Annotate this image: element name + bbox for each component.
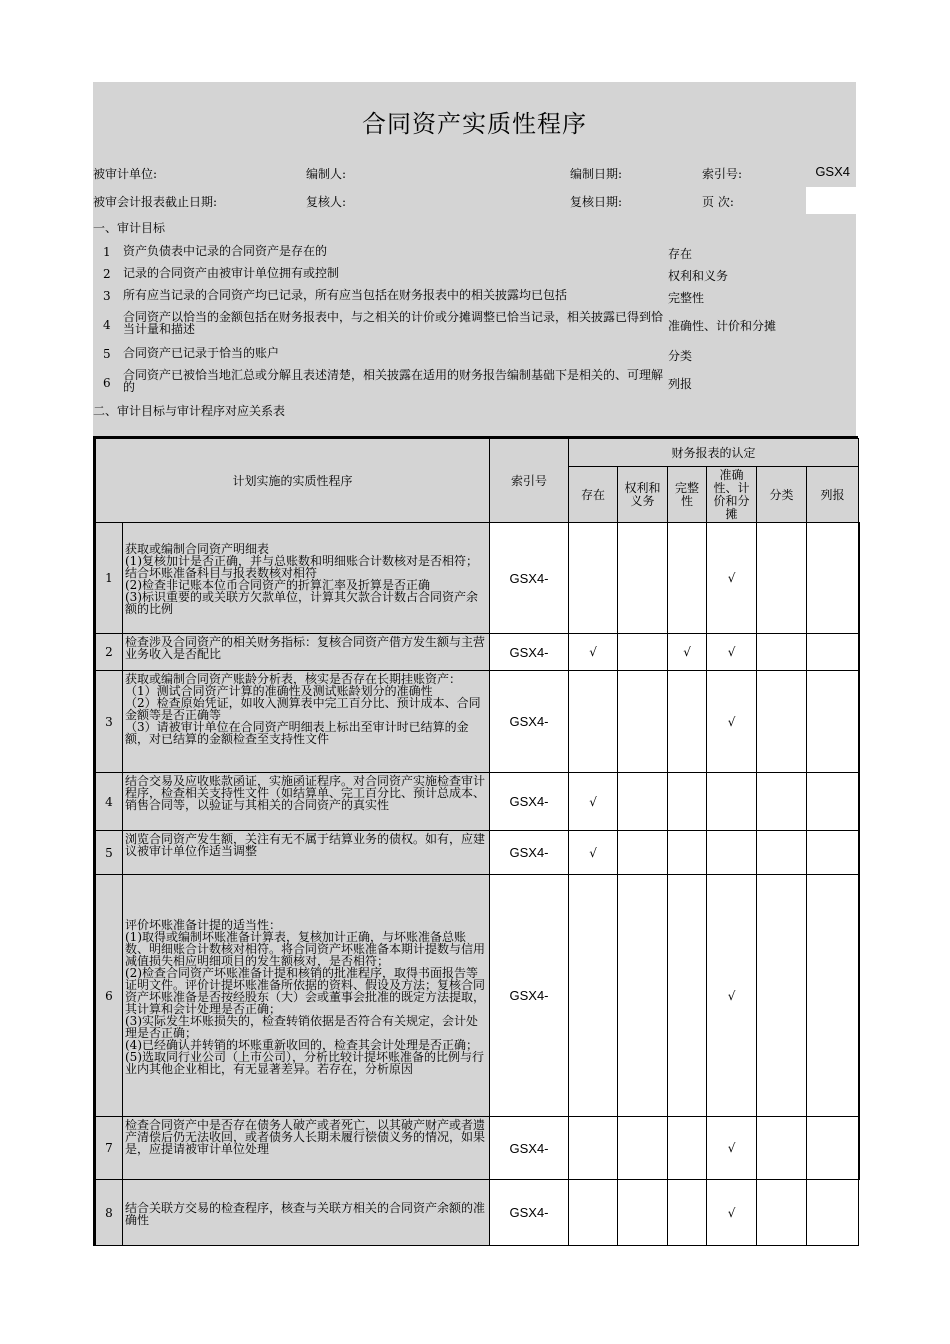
table-row <box>96 831 859 875</box>
assertion-check-cell[interactable] <box>757 875 807 1117</box>
prep-date-label: 编制日期: <box>570 167 623 181</box>
page-number-cell[interactable] <box>806 187 856 214</box>
row-number: 6 <box>96 875 123 1117</box>
procedure-text: 获取或编制合同资产账龄分析表，核实是否存在长期挂账资产： （1）测试合同资产计算的准确性及测试账龄划分的准确性 （2）检查原始凭证，如收入测算表中完工百分比、预计成本、合同金额等是否正确等 （3）请被审计单位在合同资产明细表上标出至审计时已结算的金额，对已结算的金额检查至支持性文件 <box>123 671 490 773</box>
assertion-header: 完整性 <box>668 467 707 523</box>
assertion-check-cell[interactable] <box>668 523 707 634</box>
assertion-check-cell[interactable] <box>618 875 668 1117</box>
assertion-check-cell[interactable] <box>569 831 618 875</box>
objective-assertion: 存在 <box>668 247 693 261</box>
checkmark-icon: √ <box>727 645 736 659</box>
assertion-check-cell[interactable] <box>569 773 618 831</box>
index-cell[interactable]: GSX4- <box>490 1180 569 1246</box>
table-row <box>96 1180 859 1246</box>
checkmark-icon: √ <box>589 794 597 809</box>
objective-num: 4 <box>103 318 111 332</box>
table-row <box>96 875 859 1117</box>
index-label: 索引号: <box>702 167 743 181</box>
objective-row <box>93 262 856 284</box>
assertion-check-cell[interactable] <box>618 1180 668 1246</box>
objective-text: 资产负债表中记录的合同资产是存在的 <box>123 244 328 258</box>
assertion-check-cell[interactable] <box>618 773 668 831</box>
procedure-text: 结合交易及应收账款函证，实施函证程序。对合同资产实施检查审计程序，检查相关支持性文件（如结算单、完工百分比、预计总成本、销售合同等，以验证与其相关的合同资产的真实性 <box>123 773 490 831</box>
assertion-check-cell[interactable] <box>668 1117 707 1180</box>
assertion-group-header: 财务报表的认定 <box>569 439 859 467</box>
index-cell[interactable]: GSX4- <box>490 875 569 1117</box>
assertion-check-cell[interactable] <box>757 634 807 671</box>
objective-num: 2 <box>103 267 111 281</box>
assertion-check-cell[interactable] <box>569 1117 618 1180</box>
objective-assertion: 分类 <box>668 349 693 363</box>
procedure-text: 检查涉及合同资产的相关财务指标：复核合同资产借方发生额与主营业务收入是否配比 <box>123 634 490 671</box>
index-cell[interactable]: GSX4- <box>490 1117 569 1180</box>
row-number: 4 <box>96 773 123 831</box>
assertion-check-cell[interactable] <box>757 523 807 634</box>
objective-assertion: 完整性 <box>668 291 705 305</box>
assertion-check-cell[interactable] <box>807 634 859 671</box>
objective-row <box>93 284 856 306</box>
objectives-section <box>93 214 856 422</box>
objective-row <box>93 364 856 400</box>
procedure-header: 计划实施的实质性程序 <box>96 439 490 523</box>
assertion-check-cell[interactable] <box>707 671 757 773</box>
assertion-check-cell[interactable] <box>618 671 668 773</box>
mapping-table <box>95 438 860 1246</box>
review-date-label: 复核日期: <box>570 195 623 209</box>
assertion-check-cell[interactable] <box>757 831 807 875</box>
objective-row <box>93 342 856 364</box>
assertion-check-cell[interactable] <box>668 634 707 671</box>
checkmark-icon: √ <box>727 714 736 729</box>
auditee-label: 被审计单位: <box>93 167 158 181</box>
procedure-text: 获取或编制合同资产明细表 (1)复核加计是否正确，并与总账数和明细账合计数核对是否相符；结合坏账准备科目与报表数核对相符 (2)检查非记账本位币合同资产的折算汇率及折算是否正确 (3)标识重要的或关联方欠款单位，计算其欠款合计数占合同资产余额的比例 <box>123 523 490 634</box>
assertion-check-cell[interactable] <box>807 671 859 773</box>
procedure-text: 浏览合同资产发生额，关注有无不属于结算业务的债权。如有，应建议被审计单位作适当调整 <box>123 831 490 875</box>
assertion-check-cell[interactable] <box>668 773 707 831</box>
assertion-check-cell[interactable] <box>757 671 807 773</box>
procedure-text: 评价坏账准备计提的适当性： (1)取得或编制坏账准备计算表，复核加计正确，与坏账准备总账数、明细账合计数核对相符。将合同资产坏账准备本期计提数与信用减值损失相应明细项目的发生额核对，是否相符； (2)检查合同资产坏账准备计提和核销的批准程序，取得书面报告等证明文件。评价计提坏账准备所依据的资料、假设及方法；复核合同资产坏账准备是否按经股东（大）会或董事会批准的既定方法提取，其计算和会计处理是否正确； (3)实际发生坏账损失的，检查转销依据是否符合有关规定，会计处理是否正确； (4)已经确认并转销的坏账重新收回的，检查其会计处理是否正确； (5)选取同行业公司（上市公司），分析比较计提坏账准备的比例与行业内其他企业相比，有无显著差异。若存在，分析原因 <box>123 875 490 1117</box>
checkmark-icon: √ <box>727 988 736 1003</box>
info-row-1 <box>93 158 856 186</box>
objective-text: 合同资产已被恰当地汇总或分解且表述清楚，相关披露在适用的财务报告编制基础下是相关的、可理解的 <box>123 368 664 394</box>
index-header: 索引号 <box>490 439 569 523</box>
index-value: GSX4 <box>815 164 850 179</box>
index-cell[interactable]: GSX4- <box>490 671 569 773</box>
objective-row <box>93 240 856 262</box>
objective-text: 记录的合同资产由被审计单位拥有或控制 <box>123 266 340 280</box>
checkmark-icon: √ <box>727 1141 736 1155</box>
index-cell[interactable]: GSX4- <box>490 831 569 875</box>
table-row <box>96 773 859 831</box>
assertion-check-cell[interactable] <box>757 1180 807 1246</box>
table-row <box>96 634 859 671</box>
assertion-check-cell[interactable] <box>707 831 757 875</box>
assertion-header: 权利和义务 <box>618 467 668 523</box>
objective-num: 5 <box>103 347 111 361</box>
reviewer-label: 复核人: <box>306 195 347 209</box>
objective-text: 合同资产以恰当的金额包括在财务报表中，与之相关的计价或分摊调整已恰当记录，相关披露已得到恰当计量和描述 <box>123 310 664 336</box>
index-cell[interactable]: GSX4- <box>490 773 569 831</box>
assertion-check-cell[interactable] <box>569 523 618 634</box>
assertion-check-cell[interactable] <box>807 1117 859 1180</box>
objective-assertion: 权利和义务 <box>668 269 729 283</box>
row-number: 8 <box>96 1180 123 1246</box>
assertion-check-cell[interactable] <box>707 773 757 831</box>
header-panel <box>93 82 856 436</box>
index-cell[interactable]: GSX4- <box>490 634 569 671</box>
assertion-check-cell[interactable] <box>618 1117 668 1180</box>
assertion-check-cell[interactable] <box>668 875 707 1117</box>
objective-assertion: 列报 <box>668 377 693 391</box>
assertion-check-cell[interactable] <box>707 523 757 634</box>
checkmark-icon: √ <box>589 845 597 860</box>
index-cell[interactable]: GSX4- <box>490 523 569 634</box>
table-row <box>96 1117 859 1180</box>
objective-row <box>93 306 856 342</box>
objective-num: 6 <box>103 376 111 390</box>
assertion-check-cell[interactable] <box>618 634 668 671</box>
info-row-2 <box>93 186 856 214</box>
assertion-check-cell[interactable] <box>807 1180 859 1246</box>
assertion-check-cell[interactable] <box>569 875 618 1117</box>
table-body <box>96 523 859 1246</box>
page-label: 页 次: <box>702 195 734 209</box>
assertion-header: 存在 <box>569 467 618 523</box>
assertion-check-cell[interactable] <box>757 1117 807 1180</box>
assertion-check-cell[interactable] <box>668 831 707 875</box>
objective-text: 所有应当记录的合同资产均已记录，所有应当包括在财务报表中的相关披露均已包括 <box>123 288 568 302</box>
row-number: 5 <box>96 831 123 875</box>
assertion-check-cell[interactable] <box>707 1117 757 1180</box>
assertion-check-cell[interactable] <box>807 773 859 831</box>
procedure-text: 检查合同资产中是否存在债务人破产或者死亡，以其破产财产或者遗产清偿后仍无法收回，或者债务人长期未履行偿债义务的情况，如果是，应提请被审计单位处理 <box>123 1117 490 1180</box>
assertion-check-cell[interactable] <box>807 831 859 875</box>
assertion-check-cell[interactable] <box>707 1180 757 1246</box>
objective-num: 3 <box>103 289 111 303</box>
objective-assertion: 准确性、计价和分摊 <box>668 319 777 333</box>
assertion-check-cell[interactable] <box>569 1180 618 1246</box>
mapping-heading: 二、审计目标与审计程序对应关系表 <box>93 404 286 418</box>
objective-num: 1 <box>103 245 111 259</box>
assertion-header: 分类 <box>757 467 807 523</box>
objective-text: 合同资产已记录于恰当的账户 <box>123 346 280 360</box>
mapping-table-wrap <box>93 436 858 1246</box>
period-label: 被审会计报表截止日期: <box>93 195 218 209</box>
assertion-check-cell[interactable] <box>757 773 807 831</box>
table-row <box>96 671 859 773</box>
assertion-check-cell[interactable] <box>807 523 859 634</box>
checkmark-icon: √ <box>589 645 597 659</box>
assertion-check-cell[interactable] <box>569 634 618 671</box>
assertion-check-cell[interactable] <box>707 634 757 671</box>
checkmark-icon: √ <box>727 571 736 585</box>
procedure-text: 结合关联方交易的检查程序，核查与关联方相关的合同资产余额的准确性 <box>123 1180 490 1246</box>
checkmark-icon: √ <box>683 645 691 659</box>
row-number: 2 <box>96 634 123 671</box>
assertion-check-cell[interactable] <box>618 523 668 634</box>
assertion-check-cell[interactable] <box>807 875 859 1117</box>
checkmark-icon: √ <box>727 1205 736 1220</box>
objectives-heading: 一、审计目标 <box>93 221 166 235</box>
assertion-check-cell[interactable] <box>569 671 618 773</box>
table-row <box>96 523 859 634</box>
preparer-label: 编制人: <box>306 167 347 181</box>
assertion-check-cell[interactable] <box>618 831 668 875</box>
assertion-check-cell[interactable] <box>707 875 757 1117</box>
row-number: 3 <box>96 671 123 773</box>
row-number: 7 <box>96 1117 123 1180</box>
title-band <box>93 82 856 158</box>
assertion-check-cell[interactable] <box>668 1180 707 1246</box>
assertion-check-cell[interactable] <box>668 671 707 773</box>
page-title: 合同资产实质性程序 <box>362 110 587 138</box>
assertion-header: 准确性、计价和分摊 <box>707 467 757 523</box>
row-number: 1 <box>96 523 123 634</box>
assertion-header: 列报 <box>807 467 859 523</box>
